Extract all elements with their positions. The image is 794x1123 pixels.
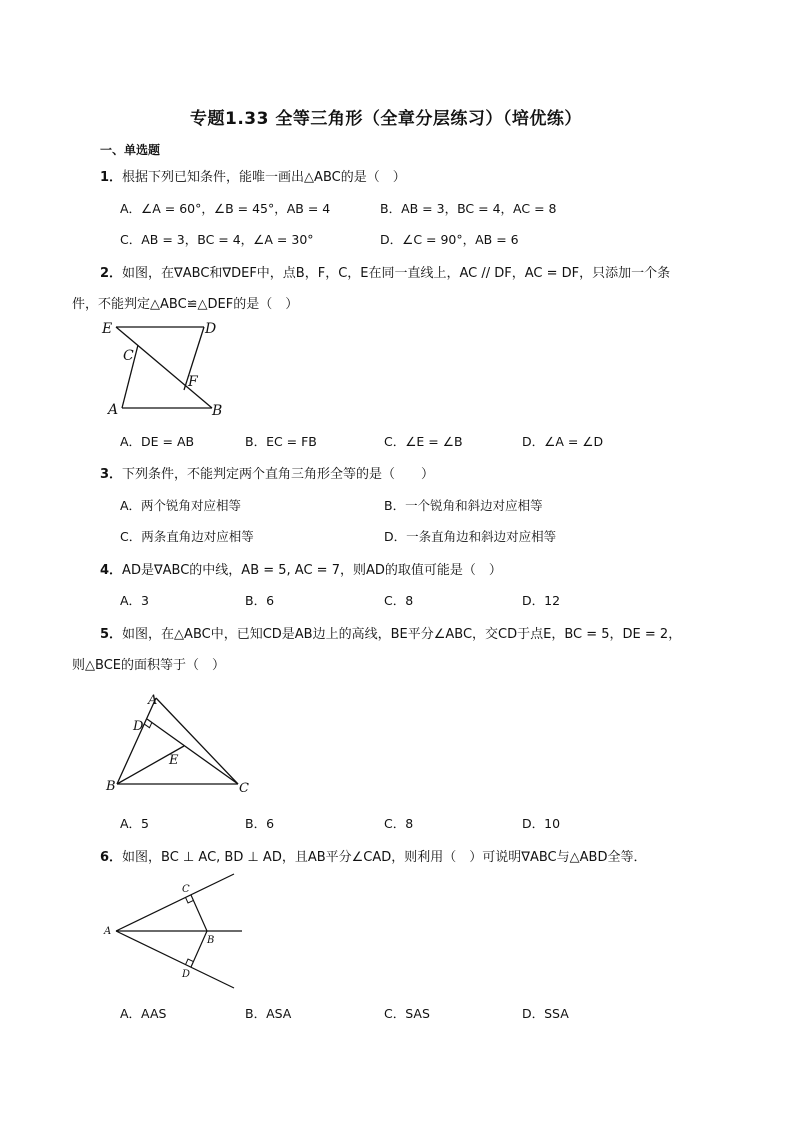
q3-option-c[interactable]: C．两条直角边对应相等 — [120, 529, 254, 544]
question-number: 1． — [100, 170, 123, 185]
question-text: 下列条件，不能判定两个直角三角形全等的是（ ） — [122, 467, 435, 482]
question-3 — [100, 463, 434, 482]
label-d: D — [133, 719, 144, 734]
q6-option-c[interactable]: C．SAS — [384, 1006, 430, 1021]
q2-option-d[interactable]: D．∠A = ∠D — [522, 434, 604, 449]
segment-dc — [147, 719, 238, 784]
ray-ad — [116, 931, 234, 988]
segment-eb — [116, 327, 212, 408]
question-number: 5． — [100, 627, 123, 642]
q2-option-c[interactable]: C．∠E = ∠B — [384, 434, 463, 449]
label-d: D — [182, 969, 191, 980]
q5-option-b[interactable]: B．6 — [245, 816, 275, 831]
q4-option-c[interactable]: C．8 — [384, 593, 414, 608]
question-1 — [100, 166, 406, 185]
question-5-line-1 — [100, 623, 681, 642]
label-a: A — [148, 693, 158, 708]
q1-option-b[interactable]: B．AB = 3，BC = 4，AC = 8 — [380, 201, 557, 216]
question-text: 根据下列已知条件，能唯一画出△ABC的是（ ） — [122, 170, 406, 185]
q2-option-a[interactable]: A．DE = AB — [120, 434, 195, 449]
page-title: 专题1.33 全等三角形（全章分层练习）（培优练） — [190, 109, 582, 129]
question-number: 3． — [100, 467, 123, 482]
q3-option-a[interactable]: A．两个锐角对应相等 — [120, 498, 242, 513]
label-e: E — [102, 321, 113, 337]
q2-option-b[interactable]: B．EC = FB — [245, 434, 317, 449]
right-angle-mark — [145, 722, 152, 727]
label-c: C — [182, 884, 190, 895]
q6-option-d[interactable]: D．SSA — [522, 1006, 569, 1021]
q1-option-c[interactable]: C．AB = 3，BC = 4，∠A = 30° — [120, 232, 314, 247]
segment-ac — [156, 698, 238, 784]
question-2-line-1 — [100, 262, 670, 281]
q5-option-d[interactable]: D．10 — [522, 816, 561, 831]
q3-option-d[interactable]: D．一条直角边和斜边对应相等 — [384, 529, 557, 544]
question-2-line-2: 件，不能判定△ABC≌△DEF的是（ ） — [72, 297, 299, 312]
question-text: 如图，BC ⊥ AC, BD ⊥ AD，且AB平分∠CAD，则利用（ ）可说明∇ABC与△ABD全等． — [122, 850, 647, 865]
label-a: A — [104, 926, 112, 937]
question-5-line-2: 则△BCE的面积等于（ ） — [72, 658, 225, 673]
question-text: 如图，在△ABC中，已知CD是AB边上的高线，BE平分∠ABC，交CD于点E，BC = 5，DE = 2， — [122, 627, 682, 642]
label-b: B — [212, 403, 223, 419]
q5-figure — [100, 686, 260, 798]
q5-option-a[interactable]: A．5 — [120, 816, 150, 831]
label-c: C — [123, 348, 134, 364]
question-number: 4． — [100, 563, 123, 578]
segment-ab — [117, 698, 156, 784]
question-number: 2． — [100, 266, 123, 281]
q4-option-d[interactable]: D．12 — [522, 593, 561, 608]
question-4 — [100, 559, 502, 578]
label-f: F — [188, 374, 198, 390]
q6-option-b[interactable]: B．ASA — [245, 1006, 292, 1021]
q3-option-b[interactable]: B．一个锐角和斜边对应相等 — [384, 498, 543, 513]
q2-figure — [96, 316, 236, 420]
q1-option-d[interactable]: D．∠C = 90°，AB = 6 — [380, 232, 519, 247]
question-number: 6． — [100, 850, 123, 865]
ray-ac — [116, 874, 234, 931]
question-text: AD是∇ABC的中线，AB = 5, AC = 7，则AD的取值可能是（ ） — [122, 563, 502, 578]
label-d: D — [205, 321, 217, 337]
label-a: A — [108, 402, 119, 418]
question-text: 如图，在∇ABC和∇DEF中，点B，F，C，E在同一直线上，AC // DF，AC = DF，只添加一个条 — [122, 266, 671, 281]
q6-option-a[interactable]: A．AAS — [120, 1006, 167, 1021]
label-b: B — [207, 935, 215, 946]
section-heading: 一、单选题 — [100, 143, 161, 157]
question-6 — [100, 846, 646, 865]
label-c: C — [239, 781, 249, 796]
q4-option-a[interactable]: A．3 — [120, 593, 150, 608]
label-b: B — [106, 779, 116, 794]
q1-option-a[interactable]: A．∠A = 60°，∠B = 45°，AB = 4 — [120, 201, 331, 216]
q5-option-c[interactable]: C．8 — [384, 816, 414, 831]
q6-figure — [96, 868, 246, 994]
label-e: E — [169, 753, 179, 768]
q4-option-b[interactable]: B．6 — [245, 593, 275, 608]
